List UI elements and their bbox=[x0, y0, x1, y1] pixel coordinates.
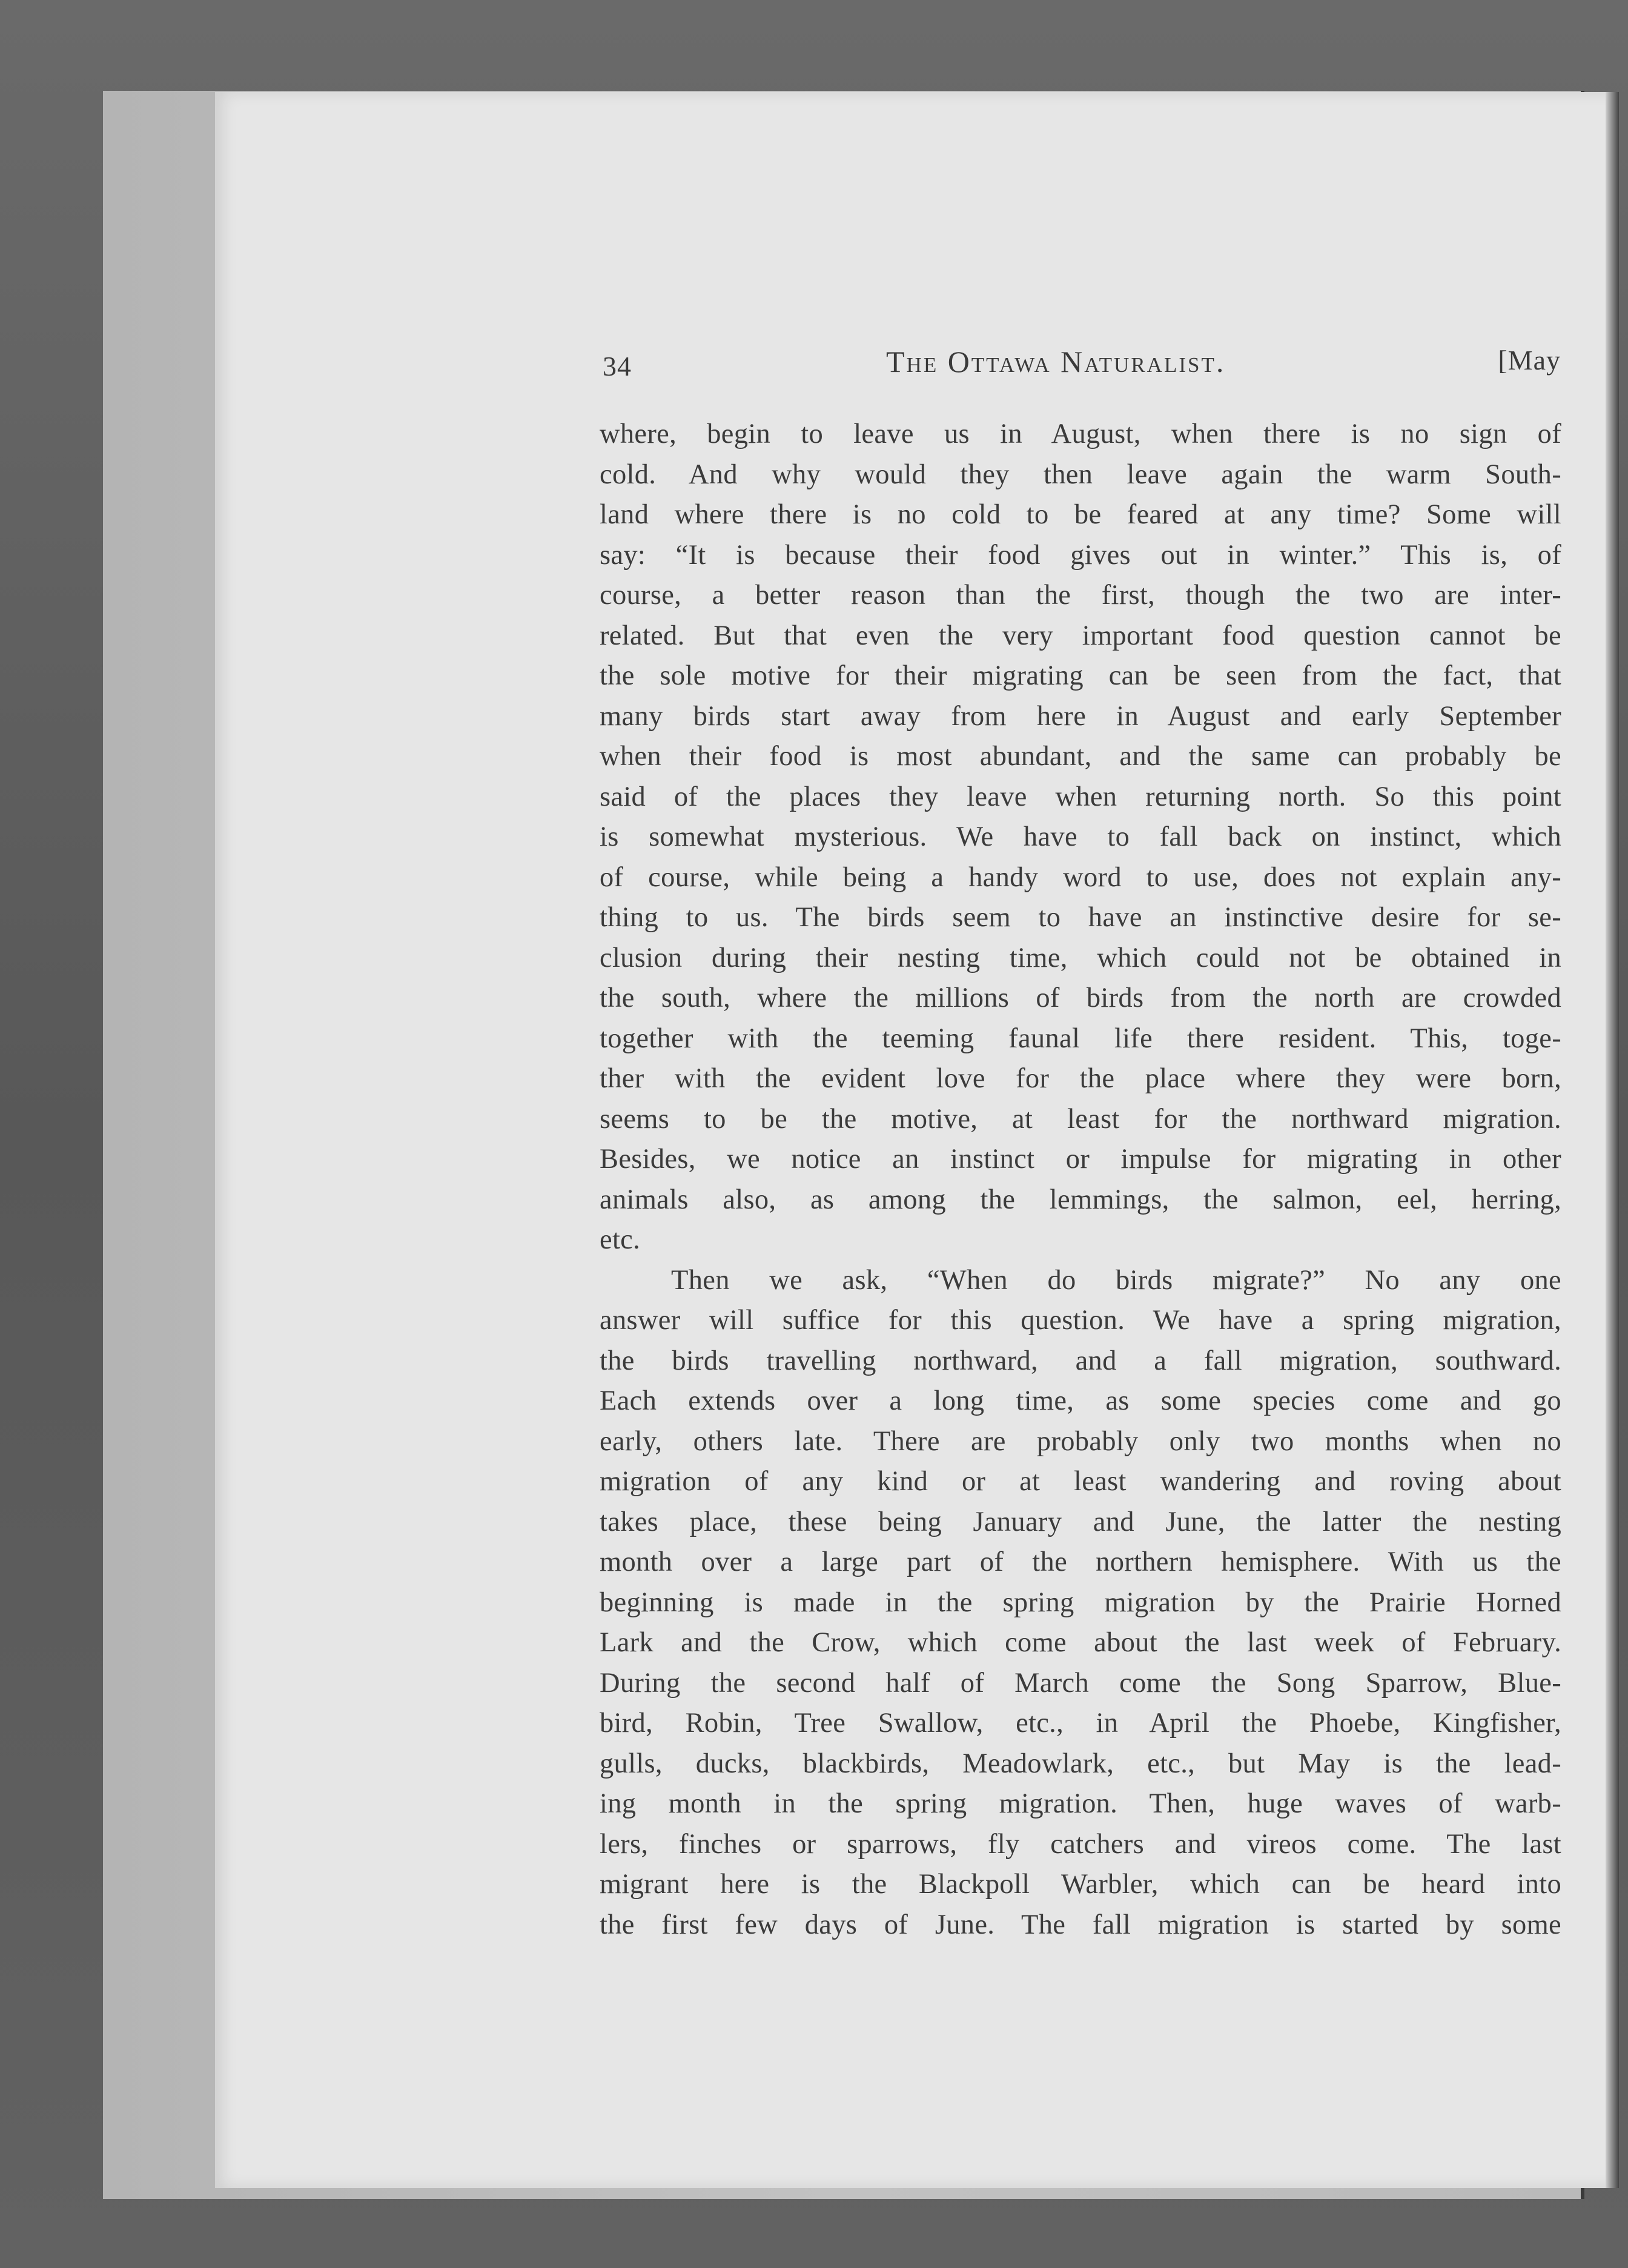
text-line: ther with the evident love for the place where they were born, bbox=[600, 1063, 1561, 1094]
text-line: seems to be the motive, at least for the northward migration. bbox=[600, 1103, 1561, 1135]
text-line: Each extends over a long time, as some species come and go bbox=[600, 1385, 1561, 1416]
text-line: Lark and the Crow, which come about the last week of February. bbox=[600, 1627, 1561, 1658]
page-shadow-edge bbox=[1606, 92, 1619, 2188]
text-line: animals also, as among the lemmings, the salmon, eel, herring, bbox=[600, 1184, 1561, 1215]
text-line: cold. And why would they then leave again the warm South- bbox=[600, 459, 1561, 490]
text-line: ing month in the spring migration. Then, huge waves of warb- bbox=[600, 1788, 1561, 1819]
text-line: when their food is most abundant, and the same can probably be bbox=[600, 741, 1561, 772]
text-line: Then we ask, “When do birds migrate?” No any one bbox=[671, 1264, 1561, 1296]
text-line: is somewhat mysterious. We have to fall back on instinct, which bbox=[600, 821, 1561, 852]
text-line: bird, Robin, Tree Swallow, etc., in April the Phoebe, Kingfisher, bbox=[600, 1708, 1561, 1739]
text-line: etc. bbox=[600, 1224, 641, 1255]
text-line: said of the places they leave when returning north. So this point bbox=[600, 781, 1561, 812]
text-line: where, begin to leave us in August, when there is no sign of bbox=[600, 419, 1561, 449]
paragraph-1 bbox=[600, 414, 1561, 1261]
text-line: month over a large part of the northern hemisphere. With us the bbox=[600, 1547, 1561, 1577]
text-line: early, others late. There are probably only two months when no bbox=[600, 1425, 1561, 1457]
text-line: gulls, ducks, blackbirds, Meadowlark, etc., but May is the lead- bbox=[600, 1748, 1561, 1779]
article-body bbox=[600, 414, 1561, 1945]
page-number: 34 bbox=[603, 351, 632, 382]
text-line: the birds travelling northward, and a fall migration, southward. bbox=[600, 1345, 1561, 1376]
text-line: together with the teeming faunal life there resident. This, toge- bbox=[600, 1023, 1561, 1054]
text-line: clusion during their nesting time, which could not be obtained in bbox=[600, 942, 1561, 973]
text-line: course, a better reason than the first, though the two are inter- bbox=[600, 580, 1561, 611]
text-line: related. But that even the very important food question cannot be bbox=[600, 620, 1561, 651]
paragraph-2 bbox=[600, 1261, 1561, 1946]
text-line: the south, where the millions of birds from the north are crowded bbox=[600, 983, 1561, 1013]
journal-title: The Ottawa Naturalist. bbox=[886, 345, 1226, 379]
text-line: beginning is made in the spring migration by the Prairie Horned bbox=[600, 1587, 1561, 1618]
text-line: migration of any kind or at least wandering and roving about bbox=[600, 1466, 1561, 1497]
text-line: many birds start away from here in August and early September bbox=[600, 700, 1561, 732]
text-line: say: “It is because their food gives out in winter.” This is, of bbox=[600, 539, 1561, 571]
text-line: answer will suffice for this question. We have a spring migration, bbox=[600, 1305, 1561, 1336]
running-header bbox=[603, 344, 1561, 393]
text-line: takes place, these being January and June, the latter the nesting bbox=[600, 1506, 1561, 1537]
text-line: land where there is no cold to be feared at any time? Some will bbox=[600, 499, 1561, 530]
text-line: lers, finches or sparrows, fly catchers and vireos come. The last bbox=[600, 1828, 1561, 1860]
text-line: thing to us. The birds seem to have an instinctive desire for se- bbox=[600, 902, 1561, 933]
text-line: the first few days of June. The fall migration is started by some bbox=[600, 1909, 1561, 1940]
text-line: the sole motive for their migrating can be seen from the fact, that bbox=[600, 660, 1561, 691]
text-line: During the second half of March come the Song Sparrow, Blue- bbox=[600, 1667, 1561, 1699]
text-line: migrant here is the Blackpoll Warbler, which can be heard into bbox=[600, 1869, 1561, 1900]
issue-month: [May bbox=[1498, 345, 1561, 376]
text-line: Besides, we notice an instinct or impulse for migrating in other bbox=[600, 1144, 1561, 1175]
text-line: of course, while being a handy word to use, does not explain any- bbox=[600, 861, 1561, 893]
